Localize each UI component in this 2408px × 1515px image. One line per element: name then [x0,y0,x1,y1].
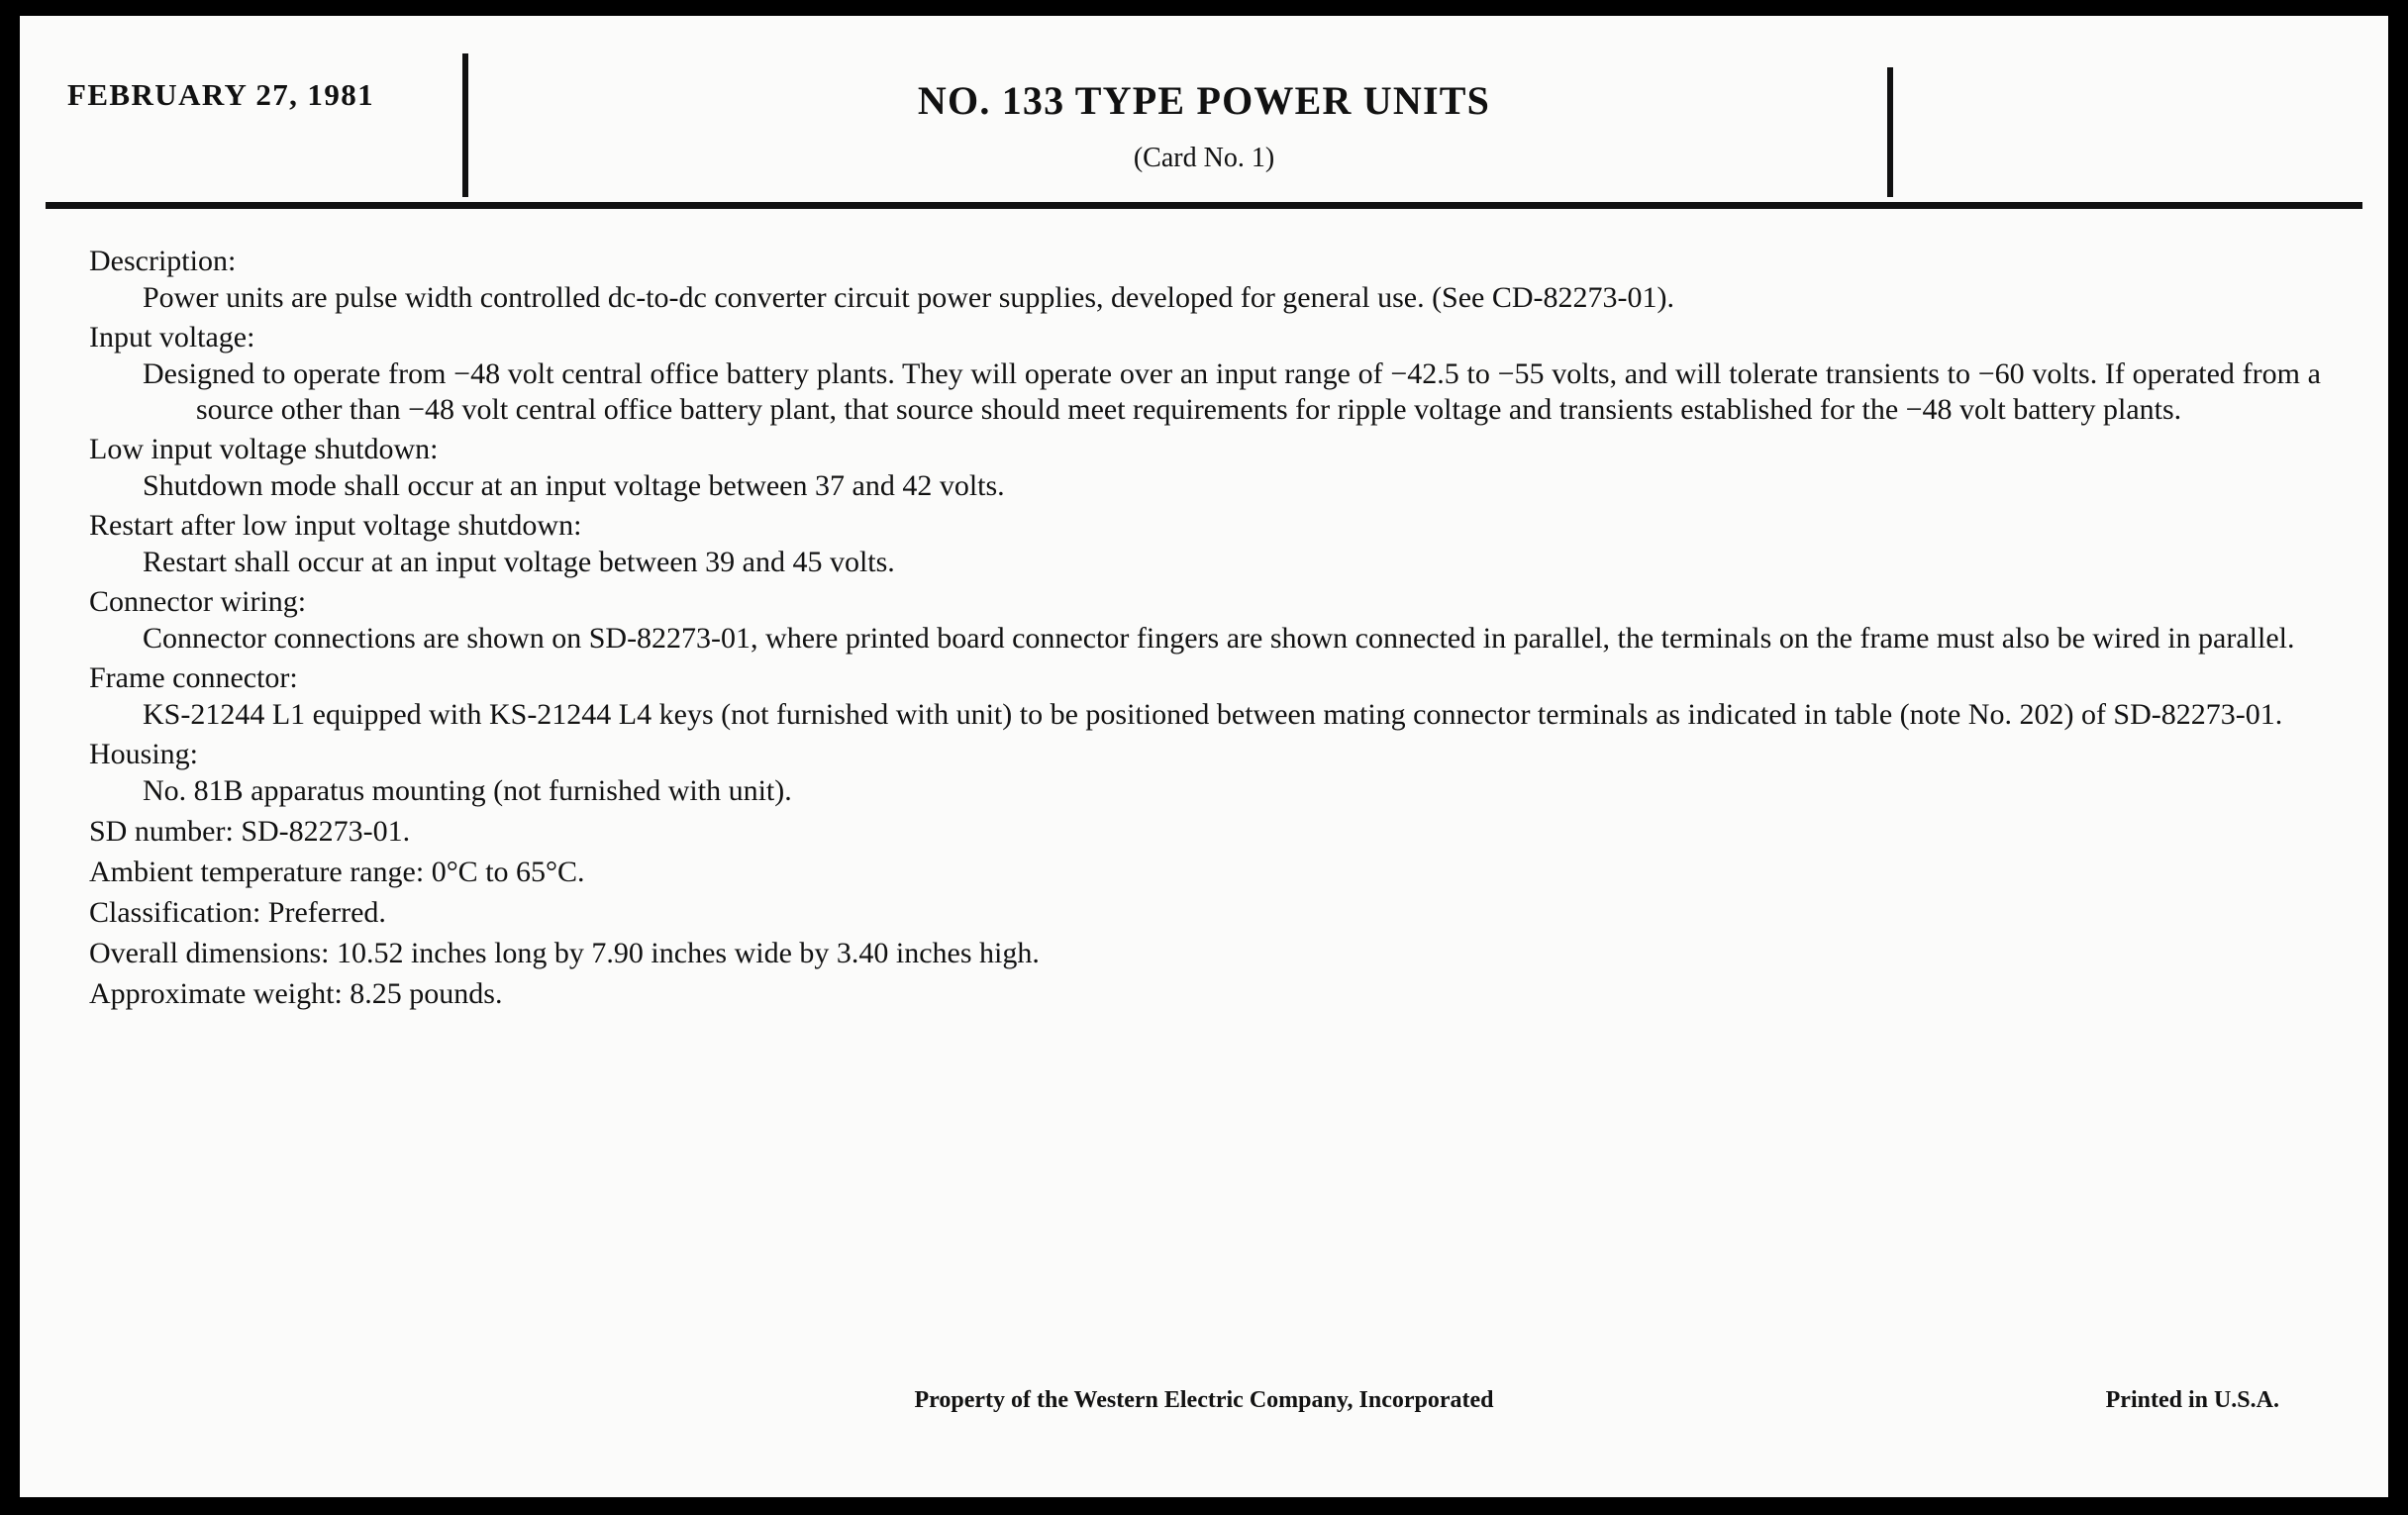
footer-printed-notice: Printed in U.S.A. [2105,1387,2279,1413]
footer-property-notice: Property of the Western Electric Company, Incorporated [914,1387,1494,1413]
spec-approximate-weight: Approximate weight: 8.25 pounds. [89,977,503,1010]
entry-detail: No. 81B apparatus mounting (not furnished with unit). [143,774,792,807]
page-title: NO. 133 TYPE POWER UNITS [917,78,1491,123]
entry-description [89,242,2321,316]
card-number: (Card No. 1) [1133,143,1275,173]
spec-overall-dimensions: Overall dimensions: 10.52 inches long by 7.90 inches wide by 3.40 inches high. [89,937,1040,969]
issue-date: FEBRUARY 27, 1981 [67,77,375,112]
header-rule [46,202,2362,209]
spec-sd-number: SD number: SD-82273-01. [89,815,411,848]
spec-ambient-temperature-range: Ambient temperature range: 0°C to 65°C. [89,856,585,888]
entry-detail: Power units are pulse width controlled dc-to-dc converter circuit power supplies, developed for general use. (See CD-82273-01). [143,281,1675,314]
header-divider-left [462,53,468,197]
entry-term: Connector wiring: [89,585,307,618]
entry-detail: Restart shall occur at an input voltage between 39 and 45 volts. [143,546,895,578]
entry-input-voltage [89,318,2321,428]
entry-term: Description: [89,245,237,277]
spec-classification: Classification: Preferred. [89,896,386,929]
spec-card [20,16,2388,1497]
card-body [89,242,2321,1014]
entry-frame-connector [89,658,2321,733]
entry-term: Housing: [89,738,199,770]
entry-term: Input voltage: [89,321,255,354]
entry-restart-after-shutdown [89,506,2321,580]
entry-low-input-voltage-shutdown [89,430,2321,504]
entry-detail: Designed to operate from −48 volt central office battery plants. They will operate over an input range of −42.5 to −55 volts, and will tolerate transients to −60 volts. If operated from a source other than −48 volt central office battery plant, that source should meet requirements for ripple voltage and transients established for the −48 volt battery plants. [143,357,2321,426]
entry-detail: Connector connections are shown on SD-82273-01, where printed board connector fingers are shown connected in parallel, the terminals on the frame must also be wired in parallel. [143,622,2295,655]
entry-term: Restart after low input voltage shutdown: [89,509,582,542]
entry-term: Frame connector: [89,661,298,694]
entry-detail: KS-21244 L1 equipped with KS-21244 L4 keys (not furnished with unit) to be positioned between mating connector terminals as indicated in table (note No. 202) of SD-82273-01. [143,698,2283,731]
entry-connector-wiring [89,582,2321,656]
entry-term: Low input voltage shutdown: [89,433,439,465]
entry-housing [89,735,2321,809]
entry-detail: Shutdown mode shall occur at an input voltage between 37 and 42 volts. [143,469,1005,502]
card-header [20,16,2388,186]
